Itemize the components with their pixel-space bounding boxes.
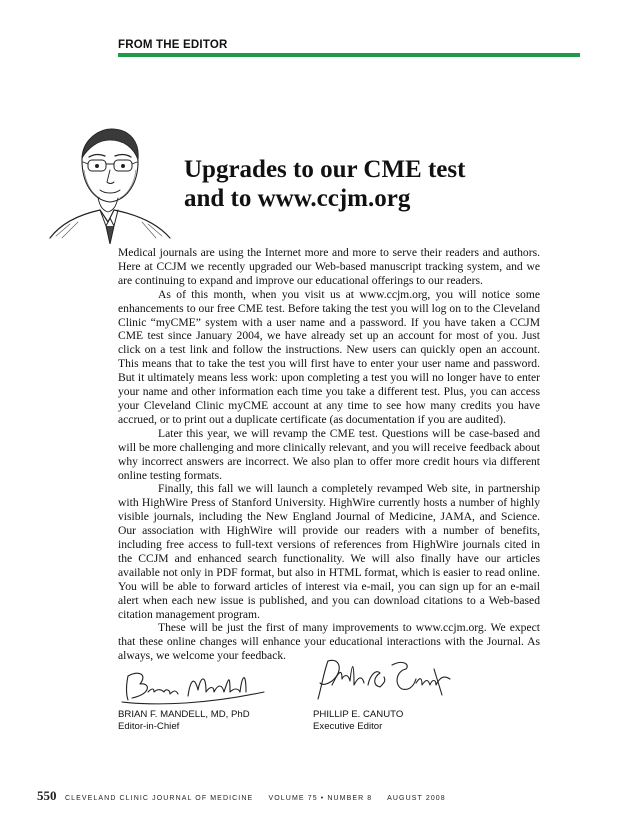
signer-name: BRIAN F. MANDELL, MD, PhD <box>118 709 250 720</box>
page-number: 550 <box>37 788 57 803</box>
running-footer: CLEVELAND CLINIC JOURNAL OF MEDICINE VOLUME 75 • NUMBER 8 AUGUST 2008 <box>64 795 446 802</box>
editor-portrait-icon <box>48 126 174 244</box>
paragraph-2: As of this month, when you visit us at www.ccjm.org, you will notice some enhancements to our free CME test. Before taking the test you will log on to the Cleveland Clinic “myCME” system with a user name and a password. If you have taken a CCJM CME test since January 2004, we have already set up an account for most of you. Just click on a test link and follow the instructions. New users can quickly open an account. This means that to take the test you will first have to enter your user name and password. But it ultimately means less work: upon completing a test you will no longer have to enter your name and other information each time you take a different test. Plus, you can access your Cleveland Clinic myCME account at any time to see how many credits you have accrued, or to print out a duplicate certificate (as documentation if you are audited). <box>118 287 540 426</box>
signer-role: Executive Editor <box>313 721 383 732</box>
article-body <box>118 246 540 663</box>
article-title <box>184 155 465 213</box>
paragraph-4: Finally, this fall we will launch a completely revamped Web site, in partnership with HighWire Press of Stanford University. HighWire currently hosts a number of highly visible journals, including the New England Journal of Medicine, JAMA, and Science. Our association with HighWire will provide our readers with a number of benefits, including free access to full-text versions of references from HighWire journals cited in the CCJM and enhanced search functionality. We will also finally have our articles available not only in PDF format, but also in HTML format, which is easier to read online. You will be able to forward articles of interest via e-mail, you can sign up for an e-mail alert when each new issue is published, and you can download citations to a Web-based citation management program. <box>118 482 540 621</box>
canuto-signature-icon <box>310 655 455 705</box>
signer-canuto <box>313 709 403 733</box>
article-title-line-2: and to www.ccjm.org <box>184 185 411 212</box>
signer-role: Editor-in-Chief <box>118 721 180 732</box>
signer-name: PHILLIP E. CANUTO <box>313 709 404 720</box>
mandell-signature-icon <box>118 662 268 706</box>
paragraph-5: These will be just the first of many improvements to www.ccjm.org. We expect that these online changes will enhance your educational interactions with the Journal. As always, we welcome your feedback. <box>118 621 540 663</box>
signer-mandell <box>118 709 250 733</box>
section-rule <box>118 53 580 57</box>
page-footer <box>37 787 446 805</box>
section-label: FROM THE EDITOR <box>118 39 228 51</box>
paragraph-3: Later this year, we will revamp the CME test. Questions will be case-based and will be more challenging and more clinically relevant, and you will receive feedback about why incorrect answers are incorrect. We also plan to offer more credit hours via different online testing formats. <box>118 426 540 482</box>
paragraph-1: Medical journals are using the Internet more and more to serve their readers and authors. Here at CCJM we recently upgraded our Web-based manuscript tracking system, and we are continuing to expand and improve our educational offerings to our readers. <box>118 246 540 287</box>
article-title-line-1: Upgrades to our CME test <box>184 156 466 183</box>
